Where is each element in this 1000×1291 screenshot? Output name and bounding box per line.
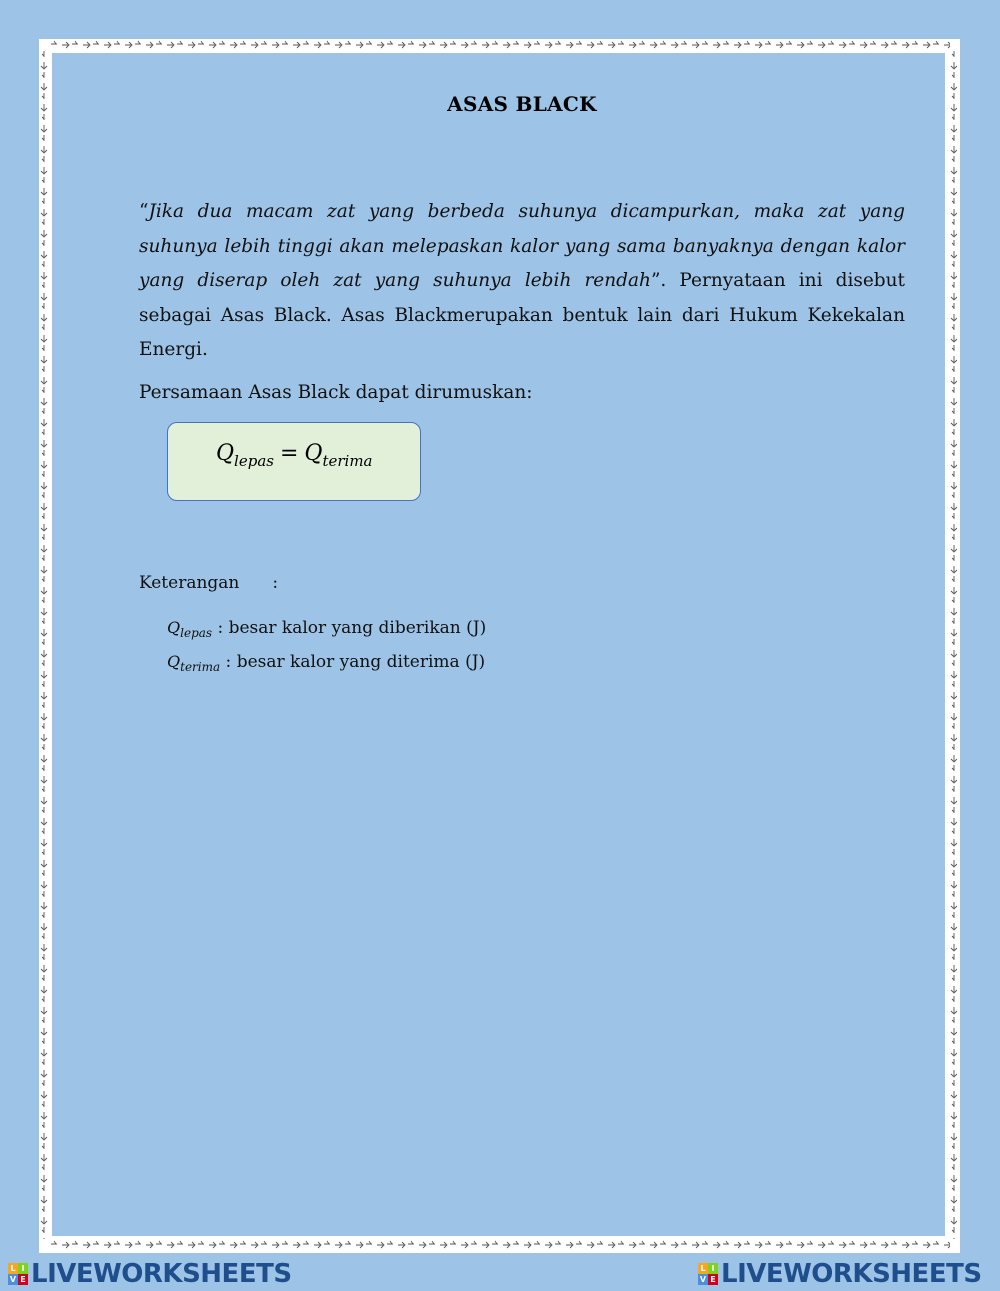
keterangan-heading [139,573,278,593]
liveworksheets-logo-icon [698,1263,718,1285]
formula-rhs-symbol: Q [304,441,323,466]
asas-black-formula [216,441,373,470]
logo-letter: E [18,1274,28,1285]
legend-text: : besar kalor yang diterima (J) [220,652,486,672]
logo-letter: L [8,1263,18,1274]
logo-letter: V [699,1275,707,1284]
formula-intro: Persamaan Asas Black dapat dirumuskan: [139,382,533,403]
legend-symbol-letter: Q [167,652,181,671]
legend-item [167,618,486,640]
open-quote: “ [139,201,149,222]
keterangan-label: Keterangan [139,573,240,593]
logo-letter: L [698,1263,708,1274]
logo-letter: E [708,1274,718,1285]
legend-symbol [167,618,213,640]
definition-rest: ”. Pernyataan ini disebut sebagai Asas Black. Asas Blackmerupakan bentuk lain dari Hukum Kekekalan Energi. [139,270,905,360]
liveworksheets-logo-icon [8,1263,28,1285]
legend-symbol [167,652,221,674]
keterangan-colon: : [272,573,279,593]
logo-letter: I [708,1263,718,1274]
page-title: ASAS BLACK [447,92,597,116]
formula-lhs-sub: lepas [234,452,274,470]
legend-symbol-sub: terima [180,660,221,674]
legend-item [167,652,485,674]
asas-black-definition [139,195,905,368]
formula-box [167,422,421,501]
legend-text: : besar kalor yang diberikan (J) [212,618,487,638]
liveworksheets-logo-text: LIVEWORKSHEETS [31,1259,292,1289]
liveworksheets-logo [8,1259,292,1289]
legend-symbol-sub: lepas [180,626,213,640]
formula-rhs-sub: terima [322,452,373,470]
formula-lhs-symbol: Q [216,441,235,466]
formula-operator: = [279,441,299,466]
logo-letter: V [9,1275,17,1284]
quoted-statement: Jika dua macam zat yang berbeda suhunya dicampurkan, maka zat yang suhunya lebih tinggi akan melepaskan kalor yang sama banyaknya dengan kalor yang diserap oleh zat yang suhunya lebih rendah [139,201,905,291]
liveworksheets-logo [698,1259,982,1289]
legend-symbol-letter: Q [167,618,181,637]
liveworksheets-logo-text: LIVEWORKSHEETS [721,1259,982,1289]
logo-letter: I [18,1263,28,1274]
